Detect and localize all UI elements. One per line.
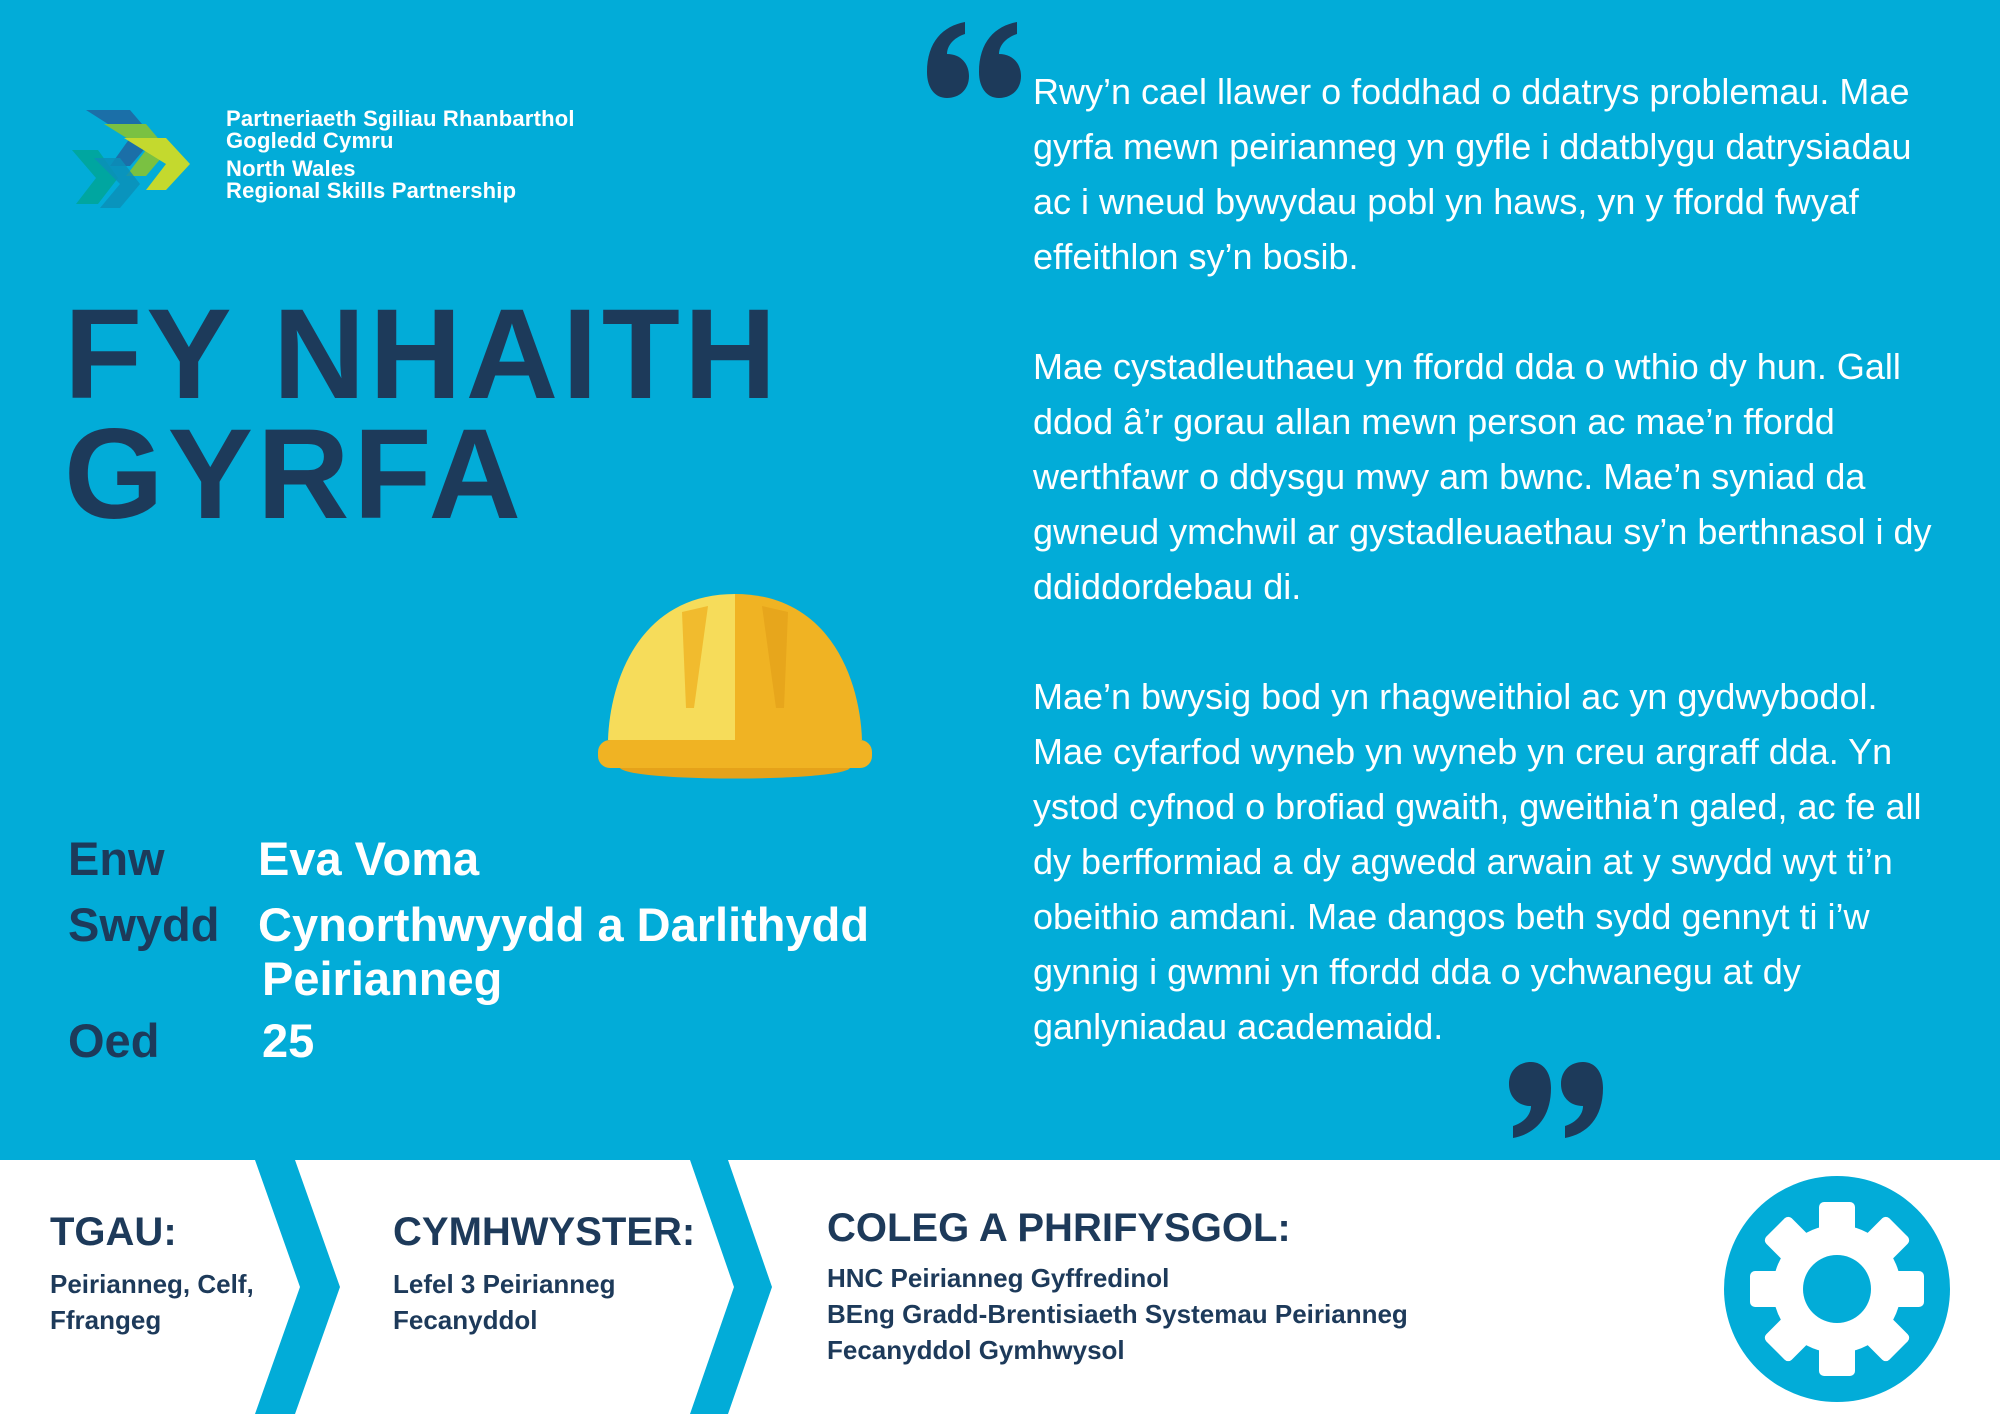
logo-line-1: Partneriaeth Sgiliau Rhanbarthol <box>226 106 575 131</box>
qualification-heading: CYMHWYSTER: <box>393 1210 696 1254</box>
college-column <box>827 1206 1408 1368</box>
job-value-line-1: Cynorthwyydd a Darlithydd <box>258 898 870 951</box>
qualification-line-2: Fecanyddol <box>393 1305 538 1335</box>
title-line-1: FY NHAITH <box>64 283 781 426</box>
job-label: Swydd <box>68 898 220 951</box>
name-label: Enw <box>68 832 165 885</box>
logo-line-2: Gogledd Cymru <box>226 128 394 153</box>
qualification-line-1: Lefel 3 Peirianneg <box>393 1269 616 1299</box>
name-value: Eva Voma <box>258 832 480 885</box>
gcse-column <box>50 1210 254 1338</box>
age-value: 25 <box>262 1014 315 1067</box>
gcse-heading: TGAU: <box>50 1210 177 1254</box>
college-line-3: Fecanyddol Gymhwysol <box>827 1335 1125 1365</box>
logo-line-4: Regional Skills Partnership <box>226 178 517 203</box>
quote-paragraph-2: Mae cystadleuthaeu yn ffordd dda o wthio dy hun. Gall ddod â’r gorau allan mewn person ac mae’n ffordd werthfawr o ddysgu mwy am bwnc. Mae’n syniad da gwneud ymchwil ar gystadleuaethau sy’n berthnasol i dy ddiddordebau di. <box>1033 346 1932 607</box>
title-line-2: GYRFA <box>64 403 525 546</box>
gcse-line-2: Ffrangeg <box>50 1305 162 1335</box>
quote-paragraph-1: Rwy’n cael llawer o foddhad o ddatrys problemau. Mae gyrfa mewn peirianneg yn gyfle i ddatblygu datrysiadau ac i wneud bywydau pobl yn haws, yn y ffordd fwyaf effeithlon sy’n bosib. <box>1033 71 1912 277</box>
college-line-1: HNC Peirianneg Gyffredinol <box>827 1263 1170 1293</box>
logo-line-3: North Wales <box>226 156 356 181</box>
qualifications-footer <box>0 1160 2000 1414</box>
age-label: Oed <box>68 1014 160 1067</box>
open-quote-icon <box>925 20 1025 100</box>
close-quote-icon <box>1505 1060 1605 1140</box>
college-heading: COLEG A PHRIFYSGOL: <box>827 1206 1291 1250</box>
career-quote <box>1033 64 1953 1054</box>
gear-icon <box>1722 1174 1952 1404</box>
college-line-2: BEng Gradd-Brentisiaeth Systemau Peirianneg <box>827 1299 1408 1329</box>
logo-arrows-icon <box>68 104 218 208</box>
rsp-logo <box>68 104 628 214</box>
qualification-column <box>393 1210 695 1338</box>
page-title <box>64 283 824 546</box>
quote-paragraph-3: Mae’n bwysig bod yn rhagweithiol ac yn gydwybodol. Mae cyfarfod wyneb yn wyneb yn creu argraff dda. Yn ystod cyfnod o brofiad gwaith, gweithia’n galed, ac fe all dy berfformiad a dy agwedd arwain at y swydd wyt ti’n obeithio amdani. Mae dangos beth sydd gennyt ti i’w gynnig i gwmni yn ffordd dda o ychwanegu at dy ganlyniadau academaidd. <box>1033 676 1922 1047</box>
gcse-line-1: Peirianneg, Celf, <box>50 1269 254 1299</box>
hard-hat-icon <box>590 590 880 795</box>
job-value-line-2: Peirianneg <box>262 952 503 1005</box>
job-value <box>258 898 1018 1006</box>
